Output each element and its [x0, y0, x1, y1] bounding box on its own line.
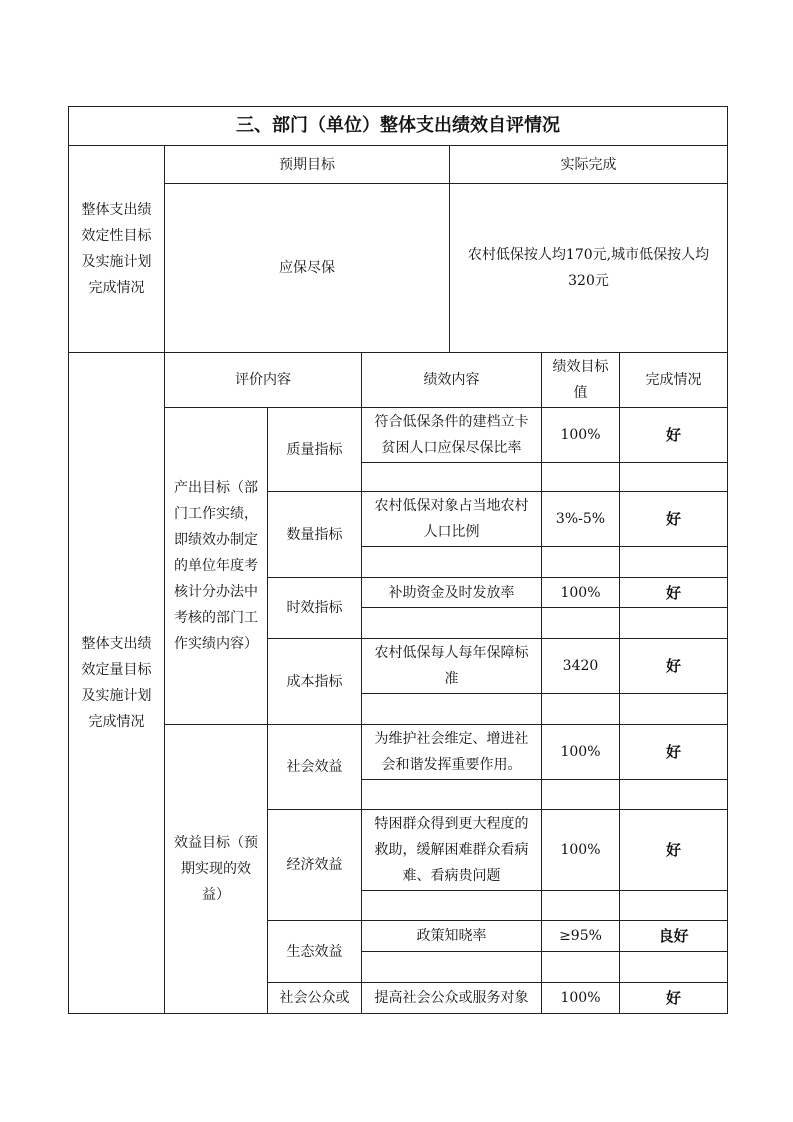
result-cell: 好: [619, 809, 728, 891]
empty-cell: [541, 693, 620, 725]
output-group-label: 产出目标（部门工作实绩，即绩效办制定的单位年度考核计分办法中考核的部门工作实绩内容）: [164, 407, 268, 725]
empty-cell: [619, 951, 728, 983]
empty-cell: [361, 607, 542, 639]
actual-header: 实际完成: [449, 145, 728, 184]
content-cell: 农村低保对象占当地农村人口比例: [361, 491, 542, 547]
indicator-cell: 社会公众或: [267, 982, 362, 1014]
value-cell: 100%: [541, 577, 620, 608]
expected-header: 预期目标: [164, 145, 450, 184]
empty-cell: [619, 462, 728, 492]
empty-cell: [619, 546, 728, 578]
quantitative-row-label: 整体支出绩效定量目标及实施计划完成情况: [68, 352, 165, 1014]
empty-cell: [619, 890, 728, 921]
empty-cell: [541, 546, 620, 578]
perf-content-header: 绩效内容: [361, 352, 542, 408]
indicator-cell: 数量指标: [267, 491, 362, 578]
indicator-cell: 成本指标: [267, 638, 362, 725]
indicator-cell: 生态效益: [267, 920, 362, 983]
indicator-cell: 经济效益: [267, 809, 362, 921]
empty-cell: [541, 779, 620, 810]
actual-value: 农村低保按人均170元,城市低保按人均320元: [449, 183, 728, 353]
empty-cell: [361, 951, 542, 983]
result-cell: 好: [619, 577, 728, 608]
qualitative-row-label: 整体支出绩效定性目标及实施计划完成情况: [68, 145, 165, 353]
result-cell: 好: [619, 638, 728, 694]
content-cell: 农村低保每人每年保障标准: [361, 638, 542, 694]
content-cell: 政策知晓率: [361, 920, 542, 952]
empty-cell: [361, 462, 542, 492]
empty-cell: [541, 607, 620, 639]
indicator-cell: 社会效益: [267, 724, 362, 810]
empty-cell: [541, 462, 620, 492]
expected-value: 应保尽保: [164, 183, 450, 353]
completion-header: 完成情况: [619, 352, 728, 408]
value-cell: 100%: [541, 809, 620, 891]
content-cell: 为维护社会维定、增进社会和谐发挥重要作用。: [361, 724, 542, 780]
value-cell: 3%-5%: [541, 491, 620, 547]
indicator-cell: 质量指标: [267, 407, 362, 492]
result-cell: 好: [619, 407, 728, 463]
result-cell: 良好: [619, 920, 728, 952]
value-cell: 3420: [541, 638, 620, 694]
content-cell: 提高社会公众或服务对象: [361, 982, 542, 1014]
empty-cell: [541, 951, 620, 983]
value-cell: ≥95%: [541, 920, 620, 952]
value-cell: 100%: [541, 407, 620, 463]
content-cell: 特困群众得到更大程度的救助，缓解困难群众看病难、看病贵问题: [361, 809, 542, 891]
result-cell: 好: [619, 724, 728, 780]
content-cell: 符合低保条件的建档立卡贫困人口应保尽保比率: [361, 407, 542, 463]
empty-cell: [541, 890, 620, 921]
result-cell: 好: [619, 491, 728, 547]
target-value-header: 绩效目标值: [541, 352, 620, 408]
content-cell: 补助资金及时发放率: [361, 577, 542, 608]
benefit-group-label: 效益目标（预期实现的效益）: [164, 724, 268, 1014]
section-title: 三、部门（单位）整体支出绩效自评情况: [68, 106, 728, 146]
empty-cell: [361, 693, 542, 725]
empty-cell: [361, 546, 542, 578]
value-cell: 100%: [541, 724, 620, 780]
result-cell: 好: [619, 982, 728, 1014]
empty-cell: [361, 890, 542, 921]
empty-cell: [619, 693, 728, 725]
indicator-cell: 时效指标: [267, 577, 362, 639]
value-cell: 100%: [541, 982, 620, 1014]
eval-content-header: 评价内容: [164, 352, 362, 408]
empty-cell: [619, 779, 728, 810]
empty-cell: [619, 607, 728, 639]
empty-cell: [361, 779, 542, 810]
